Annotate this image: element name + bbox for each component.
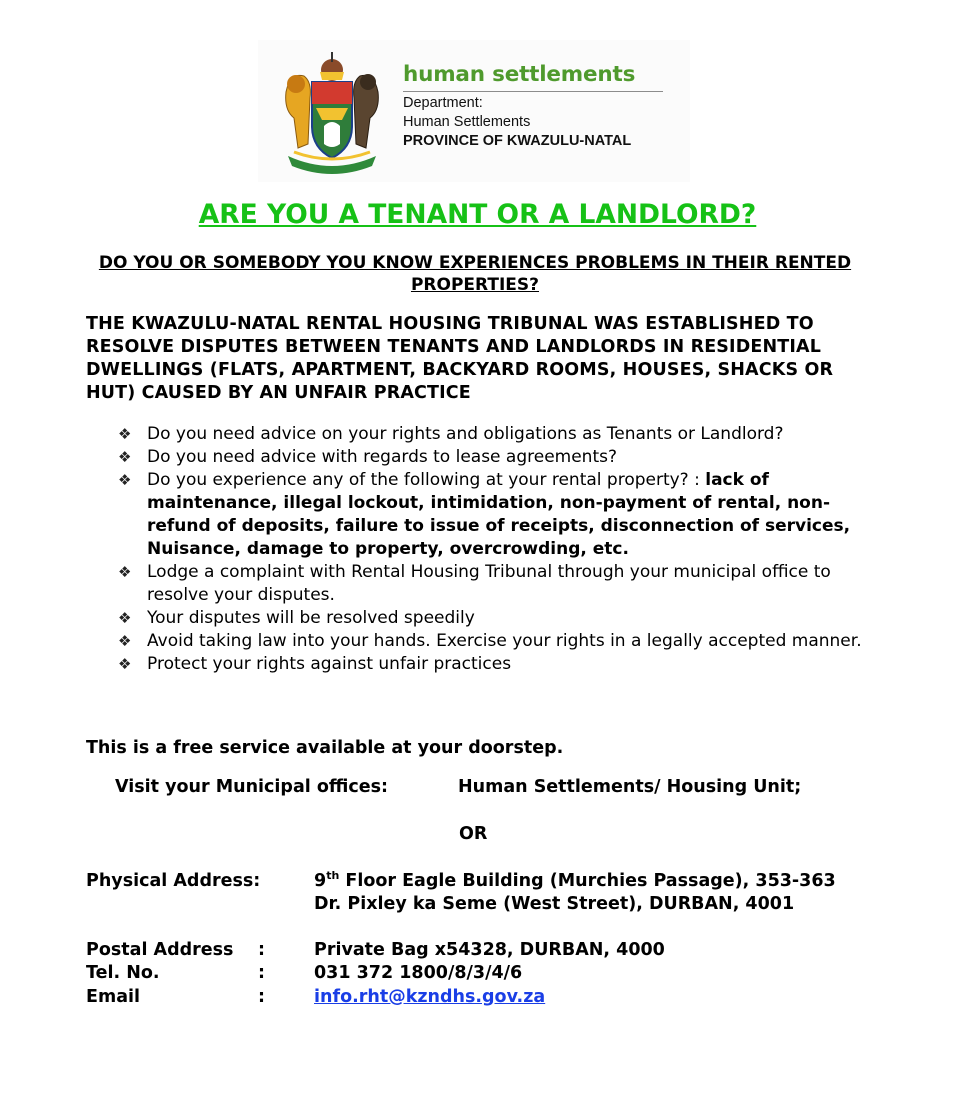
- kzn-coat-of-arms-icon: [272, 48, 392, 176]
- list-item: ❖ Do you need advice with regards to lease agreements?: [118, 447, 617, 467]
- diamond-bullet-icon: ❖: [118, 563, 132, 581]
- list-item: ❖ Avoid taking law into your hands. Exercise your rights in a legally accepted manner.: [118, 631, 862, 651]
- diamond-bullet-icon: ❖: [118, 425, 132, 443]
- postal-address-label: Postal Address: [86, 940, 234, 960]
- list-item: ❖ Lodge a complaint with Rental Housing Tribunal through your municipal office to resolve your disputes.: [118, 562, 831, 605]
- visit-label: Visit your Municipal offices:: [115, 777, 389, 797]
- diamond-bullet-icon: ❖: [118, 609, 132, 627]
- bullet-list: [118, 423, 878, 676]
- colon: :: [258, 940, 265, 960]
- brand-province: PROVINCE OF KWAZULU-NATAL: [403, 133, 632, 149]
- brand-department-name: Human Settlements: [403, 114, 531, 130]
- department-logo-block: [258, 40, 690, 182]
- free-service-note: This is a free service available at your doorstep.: [86, 738, 564, 758]
- email-label: Email: [86, 987, 140, 1007]
- brand-department: Department:: [403, 95, 483, 111]
- brand-divider: [403, 91, 663, 92]
- email-link[interactable]: info.rht@kzndhs.gov.za: [314, 987, 546, 1007]
- physical-address-label: Physical Address:: [86, 871, 261, 891]
- tel-label: Tel. No.: [86, 963, 160, 983]
- tel-value: 031 372 1800/8/3/4/6: [314, 963, 523, 983]
- email-value: [314, 986, 859, 1009]
- list-item: ❖ Do you need advice on your rights and obligations as Tenants or Landlord?: [118, 424, 784, 444]
- diamond-bullet-icon: ❖: [118, 448, 132, 466]
- colon: :: [258, 987, 265, 1007]
- list-item: ❖ Do you experience any of the following at your rental property? : lack of maintenance, illegal lockout, intimidation, non-payment of rental, non-refund of deposits, failure to issue of receipts, disconnection of services, Nuisance, damage to property, overcrowding, etc.: [118, 470, 851, 559]
- page-subtitle: DO YOU OR SOMEBODY YOU KNOW EXPERIENCES PROBLEMS IN THEIR RENTED PROPERTIES?: [98, 253, 852, 295]
- diamond-bullet-icon: ❖: [118, 655, 132, 673]
- colon: :: [258, 963, 265, 983]
- page-title: ARE YOU A TENANT OR A LANDLORD?: [198, 199, 757, 230]
- visit-value: Human Settlements/ Housing Unit;: [458, 777, 802, 797]
- brand-title: human settlements: [403, 62, 636, 87]
- or-separator: OR: [459, 824, 488, 844]
- diamond-bullet-icon: ❖: [118, 632, 132, 650]
- list-item: ❖ Your disputes will be resolved speedily: [118, 608, 475, 628]
- postal-address-value: Private Bag x54328, DURBAN, 4000: [314, 940, 665, 960]
- intro-paragraph: THE KWAZULU-NATAL RENTAL HOUSING TRIBUNAL WAS ESTABLISHED TO RESOLVE DISPUTES BETWEEN TENANTS AND LANDLORDS IN RESIDENTIAL DWELLINGS (FLATS, APARTMENT, BACKYARD ROOMS, HOUSES, SHACKS OR HUT) CAUSED BY AN UNFAIR PRACTICE: [86, 314, 834, 403]
- list-item: ❖ Protect your rights against unfair practices: [118, 654, 512, 674]
- diamond-bullet-icon: ❖: [118, 471, 132, 489]
- physical-address-value: 9th Floor Eagle Building (Murchies Passage), 353-363 Dr. Pixley ka Seme (West Street), DURBAN, 4001: [314, 869, 836, 914]
- problem-list: lack of maintenance, illegal lockout, intimidation, non-payment of rental, non-refund of deposits, failure to issue of receipts, disconnection of services, Nuisance, damage to property, overcrowding, etc.: [147, 470, 851, 559]
